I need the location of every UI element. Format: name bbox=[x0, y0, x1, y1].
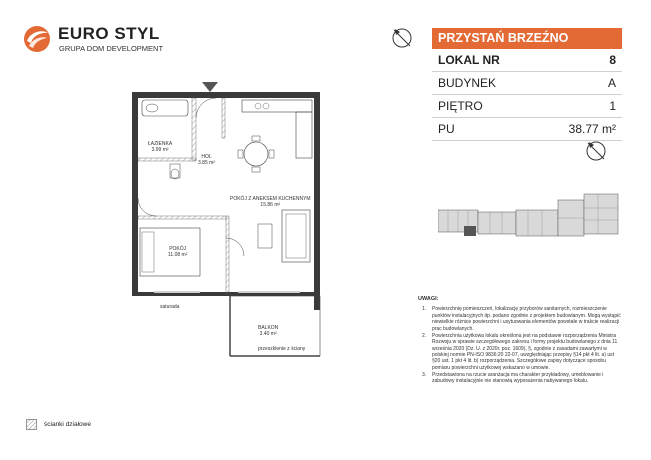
site-compass-icon bbox=[585, 140, 607, 162]
apartment-floor-plan bbox=[130, 78, 330, 366]
info-row-building bbox=[432, 72, 622, 95]
note-number: 3. bbox=[422, 372, 427, 379]
room-hol bbox=[198, 154, 215, 166]
project-name: PRZYSTAŃ BRZEŹNO bbox=[432, 28, 622, 49]
room-name: ŁAZIENKA bbox=[148, 141, 173, 147]
label-saturada: saturada bbox=[160, 304, 180, 310]
brand-subtitle: GRUPA DOM DEVELOPMENT bbox=[59, 44, 164, 53]
room-name: POKÓJ bbox=[169, 246, 187, 252]
logo bbox=[22, 22, 202, 62]
euro-styl-logo-icon bbox=[22, 24, 52, 54]
hatch-swatch-icon bbox=[26, 419, 37, 430]
note-item bbox=[418, 333, 623, 371]
note-text: Powierzchnię pomieszczeń, lokalizację przyborów sanitarnych, rozmieszczenie punktów instalacyjnych itp. podano zgodnie z projektem budowlanym. Mogą wystąpić niewielkie różnice powierzchni i usytuowania elementów powstałe w trakcie realizacji prac budowlanych. bbox=[432, 306, 621, 332]
room-name: POKÓJ Z ANEKSEM KUCHENNYM bbox=[230, 196, 311, 202]
room-lazienka bbox=[148, 141, 172, 153]
note-number: 2. bbox=[422, 332, 427, 339]
note-text: Przedstawiona na rzucie aranżacja ma charakter przykładowy, umeblowanie i zabudowy instalacyjnie nie stanowią wyposażenia nabywanego lokalu. bbox=[432, 372, 604, 385]
brand-name: EURO STYL bbox=[58, 24, 160, 43]
room-area: 3.40 m² bbox=[259, 331, 277, 337]
notes-section bbox=[418, 296, 623, 386]
label-przeszklenie: przeszklenie z ściany bbox=[258, 346, 306, 352]
info-label: BUDYNEK bbox=[438, 76, 497, 90]
notes-title: UWAGI: bbox=[418, 296, 439, 302]
highlighted-unit-marker bbox=[464, 226, 476, 236]
room-name: BALKON bbox=[258, 325, 279, 331]
room-area: 3.99 m² bbox=[151, 147, 169, 153]
room-pokoj bbox=[168, 246, 187, 258]
info-row-unit-number bbox=[432, 49, 622, 72]
info-value: 8 bbox=[609, 53, 616, 67]
info-value: A bbox=[607, 76, 616, 90]
room-balkon bbox=[258, 325, 278, 337]
info-row-area bbox=[432, 118, 622, 141]
info-value: 1 bbox=[609, 99, 616, 113]
info-label: PU bbox=[438, 122, 455, 136]
note-number: 1. bbox=[422, 306, 427, 313]
room-area: 15.86 m² bbox=[260, 202, 281, 208]
unit-info-panel bbox=[432, 28, 622, 141]
info-row-floor bbox=[432, 95, 622, 118]
room-area: 3.85 m² bbox=[198, 160, 215, 166]
note-item bbox=[418, 306, 623, 332]
north-compass-icon bbox=[391, 27, 413, 49]
note-item bbox=[418, 372, 623, 385]
building-site-plan bbox=[438, 190, 620, 248]
room-name: HOL bbox=[201, 154, 212, 160]
room-pokoj-aneks bbox=[230, 196, 311, 208]
info-label: PIĘTRO bbox=[438, 99, 483, 113]
room-area: 11.08 m² bbox=[168, 252, 188, 258]
info-value: 38.77 m² bbox=[568, 122, 616, 136]
info-label: LOKAL NR bbox=[438, 53, 500, 67]
note-text: Powierzchnia użytkowa lokalu określona jest na podstawie rozporządzenia Ministra Rozwoju w sprawie szczegółowego zakresu i formy projektu budowlanego z dnia 11 września 2020 (Dz. U. z 2020r. poz. 1609), §, zgodnie z zasadami zawartymi w polskiej normie PN-ISO 9836:20 22-07, uwzględniając przepisy §14 pkt 4 lit. a) ust §20 ust. 1 pkt 4 lit. b) rozporządzenia. Szczegółowe zapisy dotyczące sposobu pomiaru powierzchni użytkowej wskazano w umowie. bbox=[432, 332, 618, 371]
legend-label: ścianki działowe bbox=[44, 421, 91, 428]
